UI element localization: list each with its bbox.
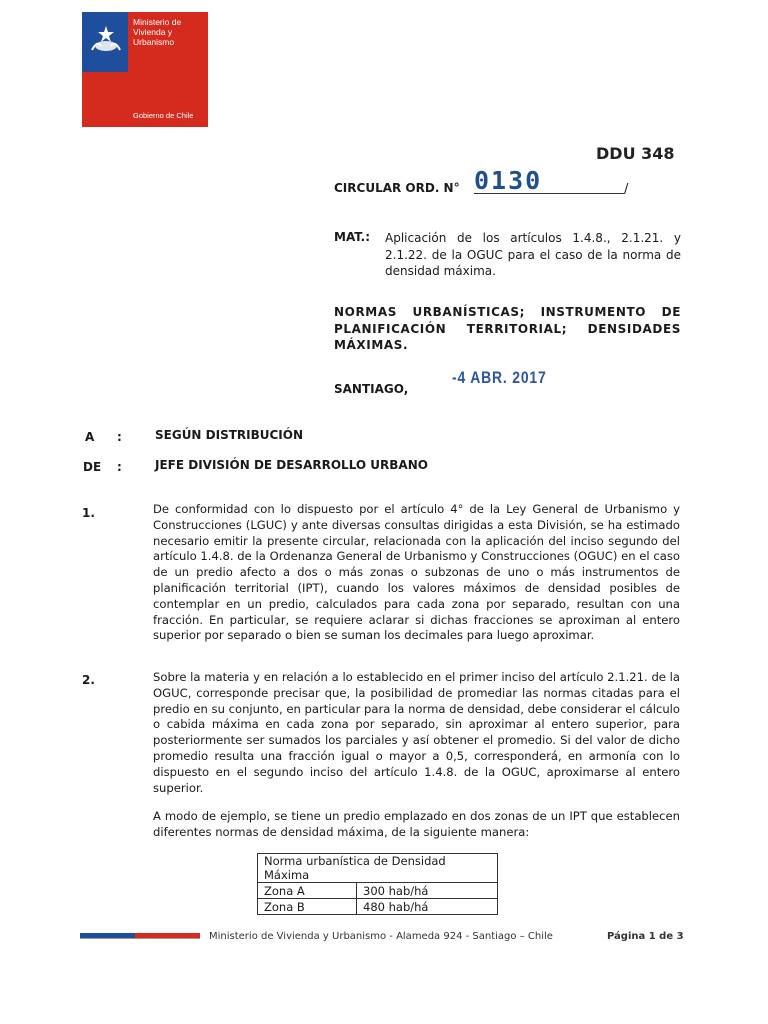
table-row (258, 899, 498, 915)
table-cell-zone: Zona B (258, 899, 357, 915)
table-cell-value: 300 hab/há (357, 883, 498, 899)
page-number: Página 1 de 3 (607, 931, 684, 942)
footer-divider (80, 938, 200, 939)
from-separator: : (117, 460, 122, 474)
paragraph-2-number: 2. (82, 673, 95, 687)
keywords: NORMAS URBANÍSTICAS; INSTRUMENTO DE PLANIFICACIÓN TERRITORIAL; DENSIDADES MÁXIMAS. (334, 305, 681, 352)
paragraph-1-number: 1. (82, 506, 95, 520)
coat-of-arms-icon (89, 24, 123, 54)
table-cell-zone: Zona A (258, 883, 357, 899)
logo-ministry-name: Ministerio de Vivienda y Urbanismo (133, 17, 182, 47)
table-header: Norma urbanística de Densidad Máxima (258, 854, 498, 883)
document-code: DDU 348 (596, 144, 675, 163)
place-label: SANTIAGO, (334, 382, 409, 396)
footer-address: Ministerio de Vivienda y Urbanismo - Alameda 924 - Santiago – Chile (209, 931, 553, 942)
logo-government-name: Gobierno de Chile (133, 111, 194, 120)
density-table (257, 853, 498, 915)
from-value: JEFE DIVISIÓN DE DESARROLLO URBANO (155, 458, 428, 472)
from-label: DE (83, 460, 102, 474)
table-row (258, 883, 498, 899)
circular-slash: / (624, 182, 629, 197)
to-label: A (85, 430, 95, 444)
matter-text: Aplicación de los artículos 1.4.8., 2.1.21. y 2.1.22. de la OGUC para el caso de la norma de densidad máxima. (385, 231, 681, 278)
paragraph-2: Sobre la materia y en relación a lo establecido en el primer inciso del artículo 2.1.21. de la OGUC, corresponde precisar que, la posibilidad de promediar las normas citadas para el predio en su conjunto, en particular para la norma de densidad, debe considerar el cálculo o cabida máxima en cada zona por separado, sin aproximar al entero superior, para posteriormente ser sumados los parciales y así obtener el promedio. Si del valor de dicho promedio resulta una fracción igual o mayor a 0,5, corresponderá, en armonía con lo dispuesto en el segundo inciso del artículo 1.4.8. de la OGUC, aproximarse al entero superior. (153, 670, 680, 795)
ministry-logo (82, 12, 208, 127)
paragraph-3: A modo de ejemplo, se tiene un predio emplazado en dos zonas de un IPT que establecen diferentes normas de densidad máxima, de la siguiente manera: (153, 809, 680, 839)
circular-label: CIRCULAR ORD. N° (334, 181, 460, 195)
table-header-row (258, 854, 498, 883)
paragraph-1: De conformidad con lo dispuesto por el artículo 4° de la Ley General de Urbanismo y Construcciones (LGUC) y ante diversas consultas dirigidas a esta División, se ha estimado necesario emitir la presente circular, relacionada con la aplicación del inciso segundo del artículo 1.4.8. de la Ordenanza General de Urbanismo y Construcciones (OGUC) en el caso de un predio afecto a dos o más zonas o subzonas de uno o más instrumentos de planificación territorial (IPT), cuando los valores máximos de densidad posibles de contemplar en un predio, calculados para cada zona por separado, resultan con una fracción. En particular, se requiere aclarar si dichas fracciones se aproximan al entero superior por separado o bien se suman los decimales para luego aproximar. (153, 502, 680, 643)
matter-label: MAT.: (334, 230, 371, 244)
table-cell-value: 480 hab/há (357, 899, 498, 915)
circular-number-stamp: 0130 (474, 166, 543, 195)
date-stamp: -4 ABR. 2017 (452, 368, 547, 387)
to-value: SEGÚN DISTRIBUCIÓN (155, 428, 304, 442)
to-separator: : (117, 430, 122, 444)
circular-underline (474, 193, 624, 194)
